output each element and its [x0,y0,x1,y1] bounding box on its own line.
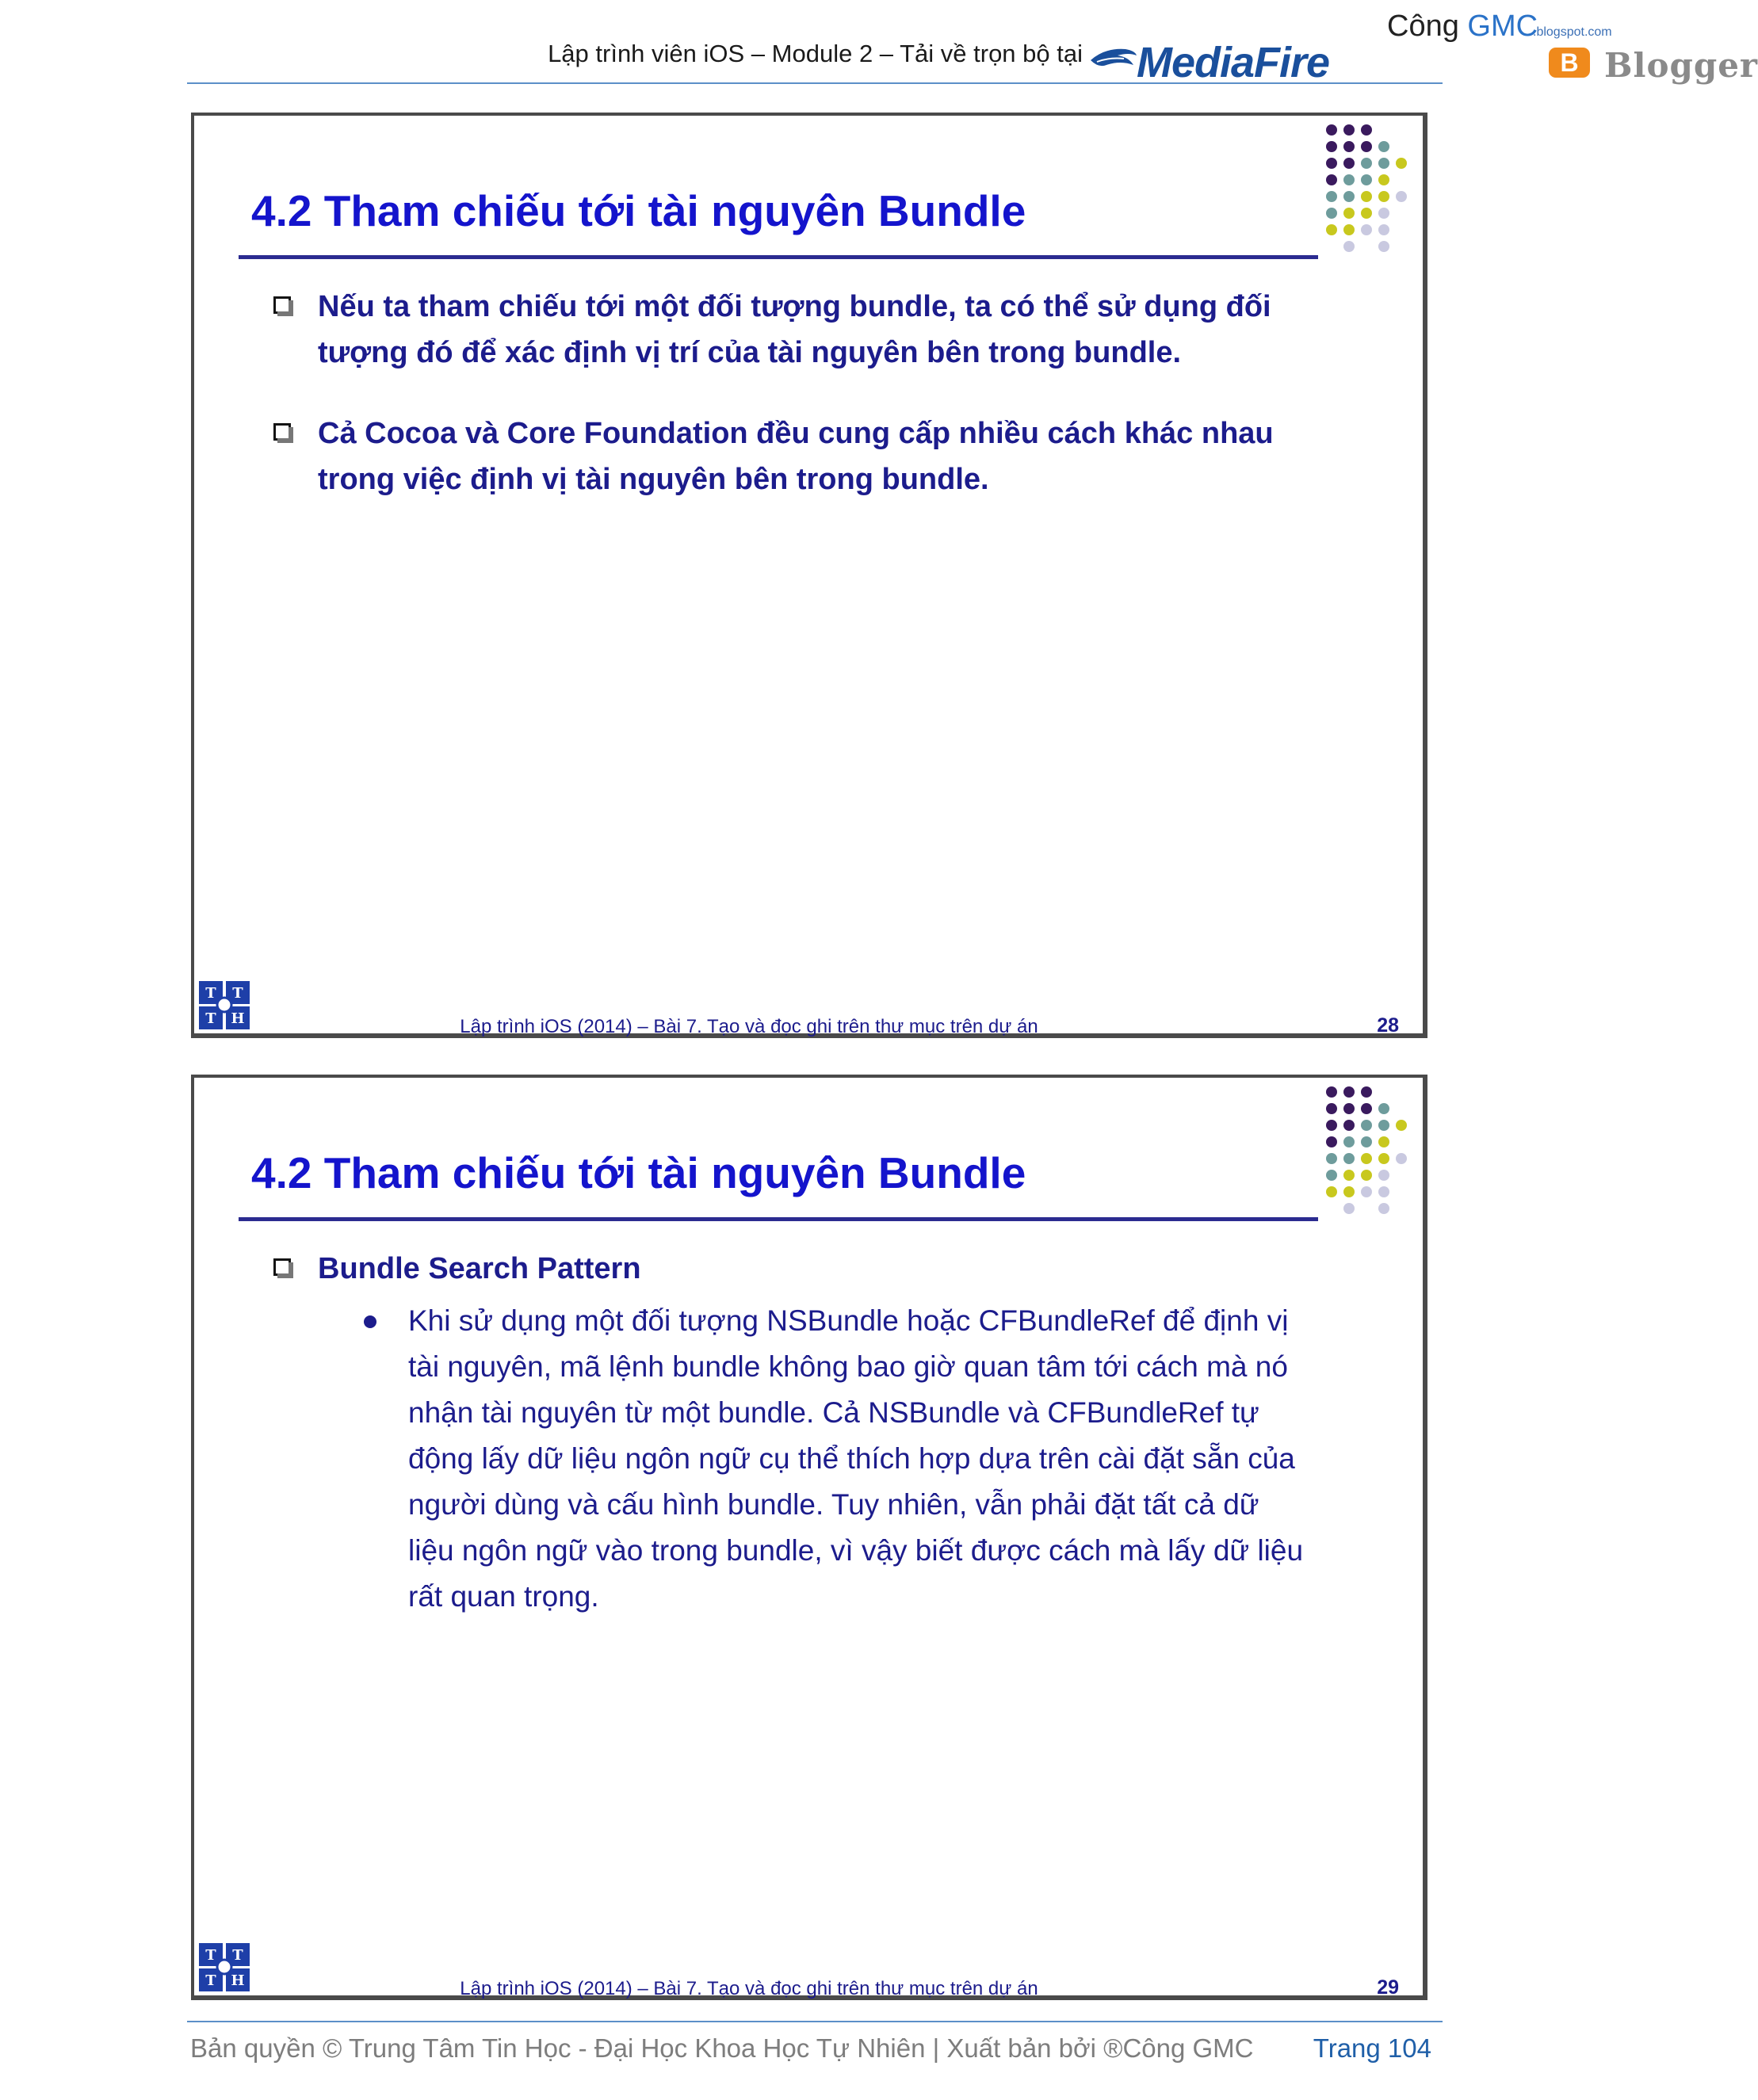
square-bullet-icon [273,296,291,314]
decorative-dots-icon [1324,122,1411,257]
slide-title: 4.2 Tham chiếu tới tài nguyên Bundle [251,186,1026,235]
ttth-logo-icon [197,979,253,1032]
decorative-dot [1361,208,1372,219]
decorative-dot [1343,1203,1355,1214]
slide-number: 28 [1377,1014,1399,1037]
decorative-dot [1343,1186,1355,1197]
decorative-dot [1326,1120,1337,1131]
decorative-dot [1378,1103,1389,1114]
decorative-dot [1396,158,1407,169]
decorative-dot [1378,224,1389,235]
decorative-dot [1378,191,1389,202]
decorative-dot [1343,241,1355,252]
decorative-dot [1326,158,1337,169]
decorative-dot [1343,1120,1355,1131]
square-bullet-icon [273,1258,291,1276]
decorative-dot [1343,174,1355,185]
bullet-item [273,1246,1328,1620]
header-text: Lập trình viên iOS – Module 2 – Tải về trọn bộ tại [548,40,1083,67]
sub-bullet-line: tài nguyên, mã lệnh bundle không bao giờ quan tâm tới cách mà nó [408,1350,1288,1383]
decorative-dot [1343,1103,1355,1114]
logo-letter: T [232,1947,243,1964]
decorative-dot [1378,174,1389,185]
sub-bullet-line: động lấy dữ liệu ngôn ngữ cụ thể thích hợp dựa trên cài đặt sẵn của [408,1442,1295,1475]
decorative-dot [1326,1170,1337,1181]
bullet-item [273,284,1328,376]
decorative-dot [1378,158,1389,169]
decorative-dot [1326,1103,1337,1114]
decorative-dot [1378,1136,1389,1147]
bullet-line: Bundle Search Pattern [318,1252,641,1285]
decorative-dot [1361,1103,1372,1114]
sub-bullet-line: rất quan trọng. [408,1580,599,1613]
decorative-dot [1343,1170,1355,1181]
sub-bullet-line: Khi sử dụng một đối tượng NSBundle hoặc CFBundleRef để định vị [408,1304,1289,1337]
decorative-dot [1361,1136,1372,1147]
decorative-dot [1326,1153,1337,1164]
decorative-dot [1343,224,1355,235]
sub-bullet-line: người dùng và cấu hình bundle. Tuy nhiên, vẫn phải đặt tất cả dữ [408,1488,1259,1521]
blogger-badge-icon: B [1549,48,1590,78]
decorative-dot [1326,1086,1337,1098]
decorative-dot [1343,1136,1355,1147]
slide-title: 4.2 Tham chiếu tới tài nguyên Bundle [251,1148,1026,1197]
decorative-dot [1396,1120,1407,1131]
decorative-dot [1378,241,1389,252]
sub-bullet-line: liệu ngôn ngữ vào trong bundle, vì vậy biết được cách mà lấy dữ liệu [408,1534,1304,1567]
logo-letter: T [232,985,243,1002]
decorative-dot [1361,141,1372,152]
logo-emblem [217,1960,231,1974]
sub-bullet-line: nhận tài nguyên từ một bundle. Cả NSBundle và CFBundleRef tự [408,1396,1259,1429]
decorative-dot [1378,1186,1389,1197]
decorative-dot [1361,1186,1372,1197]
decorative-dot [1361,1120,1372,1131]
slide-footer: Lập trình iOS (2014) – Bài 7. Tạo và đọc ghi trên thư mục trên dự án [460,1016,1038,1037]
brand-blogger: Blogger [1604,46,1758,85]
decorative-dot [1326,191,1337,202]
decorative-dot [1361,224,1372,235]
brand-blogspot: .blogspot.com [1533,25,1612,39]
decorative-dot [1326,208,1337,219]
square-bullet-icon [273,423,291,441]
decorative-dot [1361,174,1372,185]
decorative-dot [1396,191,1407,202]
decorative-dot [1378,141,1389,152]
decorative-dot [1343,141,1355,152]
decorative-dot [1326,1136,1337,1147]
brand-mediafire: MediaFire [1137,39,1330,86]
decorative-dot [1326,224,1337,235]
bullet-line: trong việc định vị tài nguyên bên trong bundle. [318,463,989,496]
decorative-dot [1343,1153,1355,1164]
footer-copyright: Bản quyền © Trung Tâm Tin Học - Đại Học Khoa Học Tự Nhiên | Xuất bản bởi ®Công GMC [190,2033,1254,2063]
brand-logo[interactable] [1089,6,1758,86]
decorative-dot [1343,124,1355,136]
logo-letter: T [205,1947,216,1964]
brand-cong: Công GMC [1387,10,1538,43]
decorative-dot [1343,1086,1355,1098]
title-divider [239,255,1318,259]
decorative-dot [1361,1170,1372,1181]
logo-emblem [217,998,231,1012]
bullet-list [273,284,1328,537]
decorative-dot [1361,124,1372,136]
brand-gmc: GMC [1467,10,1538,43]
bullet-item [273,410,1328,502]
slide-number: 29 [1377,1976,1399,1999]
bullet-line: Cả Cocoa và Core Foundation đều cung cấp nhiều cách khác nhau [318,417,1274,450]
decorative-dot [1361,1086,1372,1098]
decorative-dot [1343,158,1355,169]
decorative-dot [1361,158,1372,169]
decorative-dot [1343,208,1355,219]
ttth-logo-icon [197,1942,253,1994]
decorative-dot [1326,124,1337,136]
decorative-dot [1378,1203,1389,1214]
decorative-dot [1396,1153,1407,1164]
decorative-dot [1378,208,1389,219]
decorative-dot [1326,141,1337,152]
slide-29 [191,1075,1427,2000]
bullet-line: Nếu ta tham chiếu tới một đối tượng bundle, ta có thể sử dụng đối [318,290,1271,323]
footer-page-number: Trang 104 [1313,2033,1431,2063]
decorative-dot [1361,1153,1372,1164]
decorative-dots-icon [1324,1084,1411,1219]
title-divider [239,1217,1318,1221]
mediafire-flame-icon [1089,41,1138,76]
decorative-dot [1326,174,1337,185]
slide-28 [191,113,1427,1038]
logo-letter: H [231,1010,245,1027]
page-footer [187,2021,1443,2070]
decorative-dot [1378,1153,1389,1164]
page-header [187,0,1758,86]
decorative-dot [1378,1170,1389,1181]
decorative-dot [1343,191,1355,202]
round-bullet-icon [364,1315,376,1328]
bullet-list [273,1246,1328,1655]
logo-letter: H [231,1972,245,1989]
decorative-dot [1378,1120,1389,1131]
decorative-dot [1326,1186,1337,1197]
decorative-dot [1361,191,1372,202]
logo-letter: T [205,985,216,1002]
sub-bullet-item [362,1298,1328,1620]
bullet-line: tượng đó để xác định vị trí của tài nguyên bên trong bundle. [318,336,1182,369]
logo-letter: T [205,1972,216,1989]
logo-letter: T [205,1010,216,1027]
slide-footer: Lập trình iOS (2014) – Bài 7. Tạo và đọc ghi trên thư mục trên dự án [460,1978,1038,1999]
